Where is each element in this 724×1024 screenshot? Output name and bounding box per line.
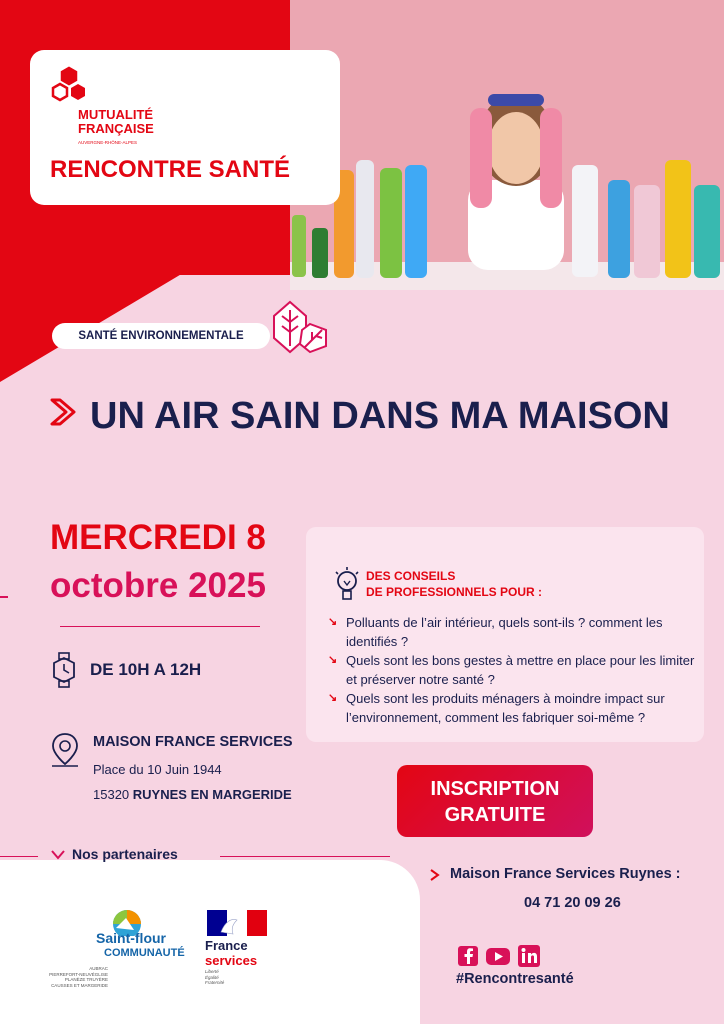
decor-line (220, 856, 390, 857)
event-time: DE 10H A 12H (90, 660, 202, 679)
partner2-subname: services (205, 953, 258, 968)
advice-list (328, 613, 708, 727)
location-address: Place du 10 Juin 1944 (93, 762, 222, 777)
partner1-name: Saint-flour (96, 930, 166, 946)
partners-label: Nos partenaires (72, 846, 178, 862)
event-type-title: RENCONTRE SANTÉ (50, 156, 291, 183)
decor-line (0, 856, 38, 857)
decor-line (60, 626, 260, 627)
chevron-right-icon (428, 868, 442, 882)
chevron-right-icon (48, 398, 80, 426)
hashtag: #Rencontresanté (456, 971, 574, 987)
partner1-areas: AUBRAC PIERREFORT-NEUVÉGLISE PLANÈZE TRUYÈRE CAUSSES ET MARGERIDE (49, 966, 108, 988)
mutualite-logo-icon (46, 66, 92, 108)
event-date-day: MERCREDI 8 (50, 518, 266, 557)
registration-badge: INSCRIPTION GRATUITE (397, 765, 593, 837)
brand-name: MUTUALITÉ FRANÇAISE (78, 107, 154, 136)
location-pin-icon (50, 732, 80, 768)
advice-title: DES CONSEILS DE PROFESSIONNELS POUR : (366, 569, 543, 599)
youtube-icon[interactable] (486, 948, 510, 965)
partner2-motto: Liberté Égalité Fraternité (205, 969, 225, 985)
brand-region: AUVERGNE-RHÔNE-ALPES (78, 140, 138, 145)
location-name: MAISON FRANCE SERVICES (93, 734, 293, 750)
lightbulb-icon (334, 566, 360, 606)
partner2-name: France (205, 938, 248, 953)
list-item: ↘ Quels sont les bons gestes à mettre en place pour les limiter et préserver notre santé ? (328, 651, 708, 689)
event-date-month: octobre 2025 (50, 566, 266, 605)
linkedin-icon[interactable] (518, 945, 540, 967)
facebook-icon[interactable] (458, 946, 478, 966)
header-photo (290, 0, 724, 290)
partner1-subname: COMMUNAUTÉ (104, 947, 185, 959)
contact-name: Maison France Services Ruynes : (450, 866, 681, 882)
cleaning-products-photo (290, 0, 724, 290)
marianne-flag-icon (207, 910, 267, 936)
list-item: ↘ Polluants de l’air intérieur, quels sont-ils ? comment les identifiés ? (328, 613, 708, 651)
watch-icon (50, 652, 78, 688)
decor-line (0, 596, 8, 598)
leaves-icon (270, 298, 332, 358)
location-city: 15320 RUYNES EN MARGERIDE (93, 787, 292, 802)
list-item: ↘ Quels sont les produits ménagers à moindre impact sur l’environnement, comment les fabriquer soi-même ? (328, 689, 708, 727)
chevron-down-icon (50, 849, 66, 861)
event-title: UN AIR SAIN DANS MA MAISON (90, 395, 670, 437)
category-pill: SANTÉ ENVIRONNEMENTALE (52, 323, 270, 349)
contact-phone: 04 71 20 09 26 (524, 895, 621, 911)
